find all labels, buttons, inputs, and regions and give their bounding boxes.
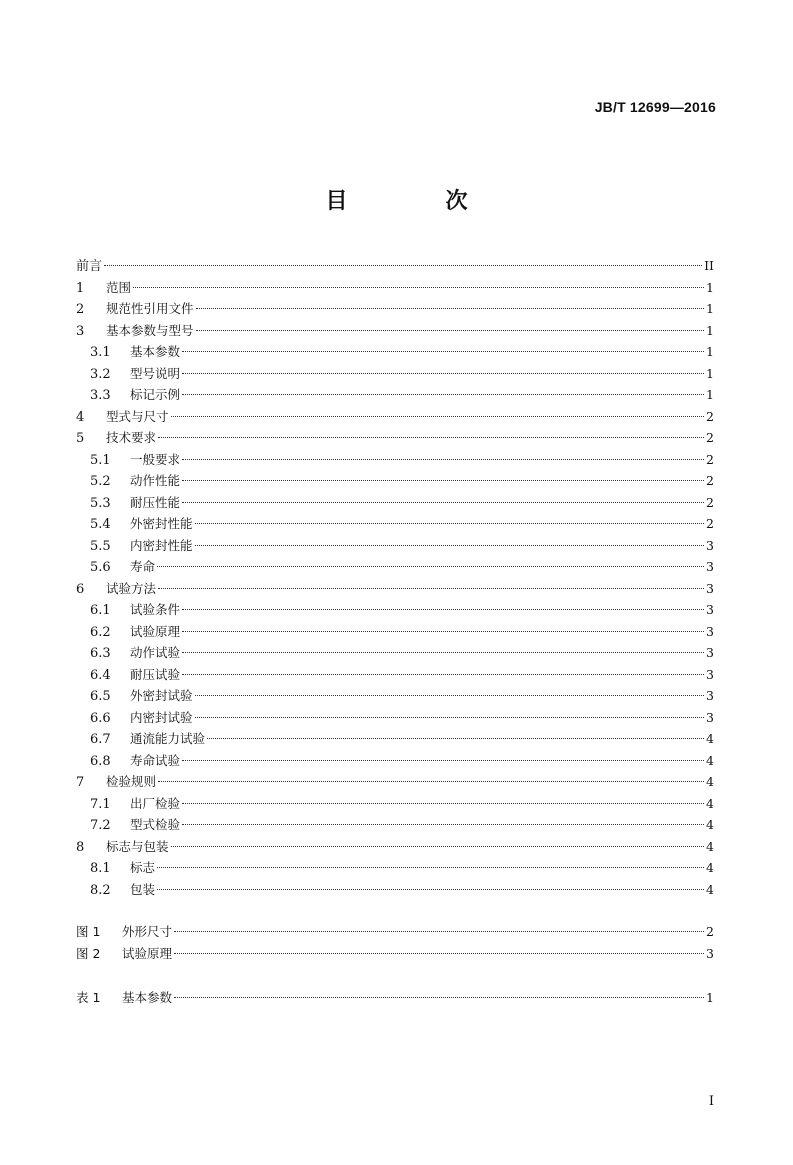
- toc-entry-number: 前言: [76, 259, 103, 274]
- toc-entry-label: 基本参数: [122, 990, 173, 1005]
- toc-leader-dots: [158, 588, 704, 589]
- toc-leader-dots: [182, 803, 704, 804]
- toc-leader-dots: [195, 523, 704, 524]
- toc-entry-number: 3.1: [90, 345, 111, 360]
- toc-entry-number: 6.5: [90, 689, 111, 704]
- toc-entry-number: 6.1: [90, 603, 111, 618]
- table-list: [76, 987, 714, 1009]
- toc-leader-dots: [182, 459, 704, 460]
- toc-entry-number: 8.1: [90, 861, 111, 876]
- toc-entry-label: 耐压性能: [130, 494, 181, 510]
- toc-entry[interactable]: [76, 363, 714, 385]
- toc-entry-label: 通流能力试验: [130, 731, 206, 746]
- toc-entry-label: 包装: [130, 881, 156, 897]
- toc-entry-page: 4: [706, 817, 714, 832]
- toc-entry-number: 图 2: [76, 945, 101, 961]
- toc-entry-label: 标记示例: [130, 387, 181, 402]
- toc-entry-page: 1: [706, 301, 714, 316]
- toc-entry-number: 6.7: [90, 732, 111, 747]
- toc-entry[interactable]: [76, 470, 714, 492]
- toc-leader-dots: [182, 652, 704, 653]
- toc-entry-page: 4: [706, 838, 714, 854]
- toc-entry-label: 寿命试验: [130, 752, 181, 768]
- toc-entry-page: 4: [706, 795, 714, 811]
- toc-entry-page: 3: [706, 645, 714, 660]
- page-number: I: [708, 1094, 714, 1109]
- toc-entry-number: 5: [76, 431, 85, 446]
- toc-entry-label: 寿命: [130, 559, 156, 574]
- toc-entry-label: 外密封试验: [130, 688, 193, 703]
- toc-entry[interactable]: [76, 814, 714, 836]
- toc-entry-number: 8.2: [90, 882, 111, 898]
- toc-entry-page: 4: [706, 731, 714, 746]
- toc-entry[interactable]: [76, 728, 714, 750]
- toc-entry-number: 6.6: [90, 710, 111, 726]
- toc-entry[interactable]: [76, 277, 714, 299]
- toc-entry-page: 3: [706, 688, 714, 703]
- toc-entry-page: 3: [706, 623, 714, 639]
- toc-leader-dots: [196, 308, 704, 309]
- toc-entry[interactable]: [76, 685, 714, 707]
- toc-entry-label: 检验规则: [106, 774, 157, 789]
- toc-entry-label: 试验原理: [122, 945, 173, 961]
- toc-entry-number: 2: [76, 302, 85, 317]
- toc-entry-number: 4: [76, 409, 85, 425]
- toc-entry-label: 动作性能: [130, 473, 181, 488]
- toc-entry[interactable]: [76, 599, 714, 621]
- toc-entry-number: 5.2: [90, 474, 111, 489]
- toc-entry-label: 型式与尺寸: [106, 408, 169, 424]
- toc-entry-number: 5.6: [90, 560, 111, 575]
- toc-entry-number: 8: [76, 839, 85, 855]
- toc-entry-label: 技术要求: [106, 430, 157, 445]
- toc-entry[interactable]: [76, 642, 714, 664]
- toc-entry[interactable]: [76, 556, 714, 578]
- toc-entry-page: 2: [706, 408, 714, 424]
- toc-entry[interactable]: [76, 857, 714, 879]
- toc-entry-page: 3: [706, 537, 714, 553]
- toc-entry-label: 规范性引用文件: [106, 301, 194, 316]
- toc-entry-page: 3: [706, 602, 714, 617]
- toc-entry-number: 7: [76, 775, 85, 790]
- toc-entry[interactable]: [76, 987, 714, 1009]
- toc-entry-page: 4: [706, 752, 714, 768]
- toc-leader-dots: [207, 738, 704, 739]
- toc-entry-number: 表 1: [76, 990, 101, 1005]
- toc-entry-label: 试验原理: [130, 623, 181, 639]
- toc-entry-label: 范围: [106, 279, 132, 295]
- toc-leader-dots: [196, 330, 704, 331]
- toc-entry[interactable]: [76, 449, 714, 471]
- toc-leader-dots: [104, 265, 702, 266]
- toc-entry[interactable]: [76, 921, 714, 943]
- toc-entry-label: 一般要求: [130, 451, 181, 467]
- toc-entry-page: 1: [706, 990, 714, 1005]
- toc-entry-page: 4: [706, 860, 714, 875]
- toc-leader-dots: [195, 545, 704, 546]
- toc-entry[interactable]: [76, 320, 714, 342]
- toc-entry[interactable]: [76, 664, 714, 686]
- toc-entry-page: 1: [706, 344, 714, 359]
- toc-entry[interactable]: [76, 943, 714, 965]
- toc-entry-number: 6: [76, 581, 85, 597]
- toc-entry-label: 内密封性能: [130, 537, 193, 553]
- toc-leader-dots: [182, 631, 704, 632]
- toc-leader-dots: [174, 997, 704, 998]
- toc-entry[interactable]: [76, 255, 714, 277]
- toc-leader-dots: [182, 760, 704, 761]
- toc-entry[interactable]: [76, 621, 714, 643]
- toc-entry[interactable]: [76, 492, 714, 514]
- toc-entry[interactable]: [76, 836, 714, 858]
- toc-leader-dots: [182, 609, 704, 610]
- toc-entry[interactable]: [76, 384, 714, 406]
- toc-entry-label: 型式检验: [130, 817, 181, 832]
- toc-entry-number: 3.3: [90, 388, 111, 403]
- toc-entry[interactable]: [76, 578, 714, 600]
- toc-entry-page: 2: [706, 494, 714, 510]
- toc-entry-number: 7.1: [90, 796, 111, 812]
- toc-entry-page: 2: [706, 473, 714, 488]
- toc-entry-label: 试验方法: [106, 580, 157, 596]
- toc-entry-label: 试验条件: [130, 602, 181, 617]
- toc-entry[interactable]: [76, 750, 714, 772]
- toc-entry-number: 3.2: [90, 366, 111, 382]
- table-of-contents: [76, 255, 714, 900]
- toc-entry-label: 型号说明: [130, 365, 181, 381]
- toc-entry[interactable]: [76, 298, 714, 320]
- toc-leader-dots: [182, 824, 704, 825]
- toc-entry-label: 外密封性能: [130, 516, 193, 531]
- toc-leader-dots: [158, 781, 704, 782]
- toc-leader-dots: [195, 717, 704, 718]
- toc-entry-page: 1: [706, 322, 714, 338]
- toc-leader-dots: [171, 416, 704, 417]
- toc-leader-dots: [182, 480, 704, 481]
- toc-leader-dots: [133, 287, 704, 288]
- toc-entry[interactable]: [76, 771, 714, 793]
- toc-entry-page: 1: [706, 365, 714, 381]
- toc-leader-dots: [158, 437, 704, 438]
- toc-entry-number: 3: [76, 323, 85, 339]
- toc-entry-page: 1: [706, 279, 714, 295]
- toc-entry-page: 2: [706, 516, 714, 531]
- toc-entry[interactable]: [76, 406, 714, 428]
- toc-entry-label: 耐压试验: [130, 666, 181, 682]
- toc-entry[interactable]: [76, 341, 714, 363]
- toc-leader-dots: [157, 566, 704, 567]
- toc-entry-page: 3: [706, 945, 714, 961]
- toc-entry[interactable]: [76, 879, 714, 901]
- toc-entry-page: 2: [706, 924, 714, 939]
- page-title: 目 次: [325, 189, 506, 214]
- toc-entry[interactable]: [76, 793, 714, 815]
- toc-entry[interactable]: [76, 427, 714, 449]
- toc-entry-number: 6.2: [90, 624, 111, 640]
- toc-entry-number: 图 1: [76, 924, 101, 939]
- figure-list: [76, 921, 714, 964]
- toc-entry-page: 4: [706, 774, 714, 789]
- toc-entry-label: 基本参数: [130, 344, 181, 359]
- toc-entry-page: 2: [706, 430, 714, 445]
- toc-entry-label: 内密封试验: [130, 709, 193, 725]
- toc-leader-dots: [157, 889, 704, 890]
- toc-entry-number: 5.5: [90, 538, 111, 554]
- toc-leader-dots: [182, 351, 704, 352]
- toc-entry-label: 标志: [130, 860, 156, 875]
- toc-entry-page: 1: [706, 387, 714, 402]
- toc-entry[interactable]: [76, 707, 714, 729]
- toc-entry-number: 5.4: [90, 517, 111, 532]
- toc-entry-label: 基本参数与型号: [106, 322, 194, 338]
- standard-code: JB/T 12699—2016: [594, 99, 716, 115]
- toc-entry-page: 3: [706, 559, 714, 574]
- toc-entry[interactable]: [76, 513, 714, 535]
- toc-leader-dots: [182, 373, 704, 374]
- toc-entry-number: 5.3: [90, 495, 111, 511]
- toc-entry-page: 4: [706, 881, 714, 897]
- toc-leader-dots: [182, 674, 704, 675]
- toc-leader-dots: [174, 931, 704, 932]
- toc-entry-page: II: [704, 258, 714, 273]
- toc-entry-page: 3: [706, 666, 714, 682]
- toc-entry-label: 出厂检验: [130, 795, 181, 811]
- toc-leader-dots: [182, 502, 704, 503]
- toc-leader-dots: [157, 867, 704, 868]
- toc-leader-dots: [182, 394, 704, 395]
- toc-entry-label: 外形尺寸: [122, 924, 173, 939]
- toc-entry-page: 3: [706, 709, 714, 725]
- toc-entry-label: 标志与包装: [106, 838, 169, 854]
- toc-entry-number: 1: [76, 280, 85, 296]
- toc-leader-dots: [174, 953, 704, 954]
- toc-leader-dots: [171, 846, 704, 847]
- toc-entry-number: 5.1: [90, 452, 111, 468]
- toc-entry-number: 6.8: [90, 753, 111, 769]
- toc-entry-page: 2: [706, 451, 714, 467]
- toc-entry-number: 6.4: [90, 667, 111, 683]
- toc-leader-dots: [195, 695, 704, 696]
- toc-entry[interactable]: [76, 535, 714, 557]
- toc-entry-page: 3: [706, 580, 714, 596]
- toc-entry-number: 7.2: [90, 818, 111, 833]
- toc-entry-number: 6.3: [90, 646, 111, 661]
- toc-entry-label: 动作试验: [130, 645, 181, 660]
